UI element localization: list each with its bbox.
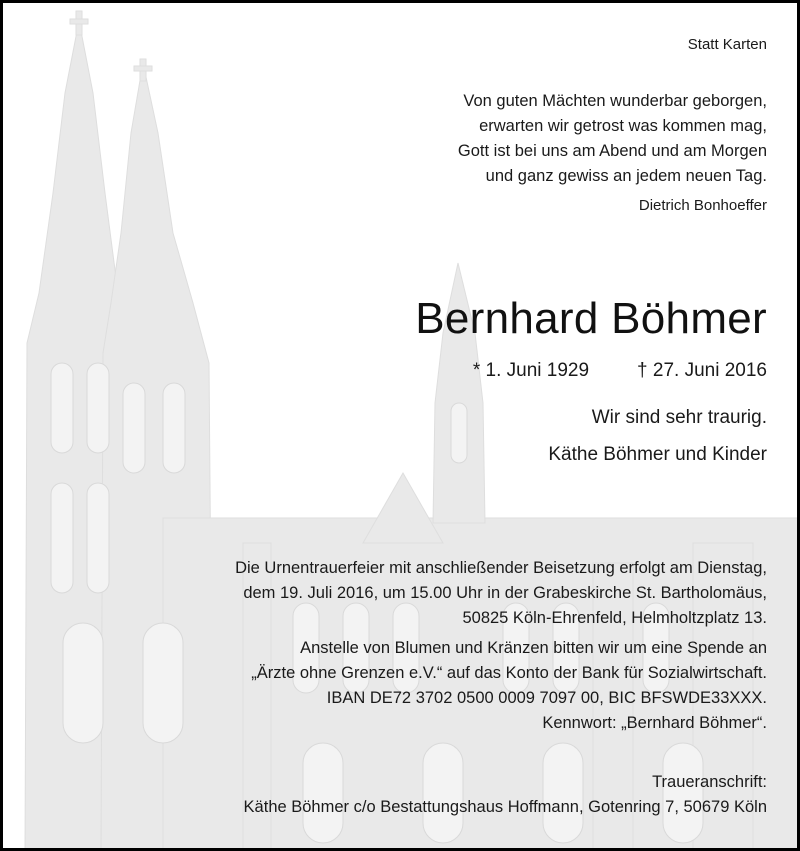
mourning-statement: Wir sind sehr traurig. [591, 407, 767, 428]
poem-line: erwarten wir getrost was kommen mag, [479, 117, 767, 135]
life-dates [473, 360, 767, 382]
donation-line: Anstelle von Blumen und Kränzen bitten wir um eine Spende an [300, 639, 767, 657]
mourning-address [244, 770, 767, 820]
donation-line: Kennwort: „Bernhard Böhmer“. [542, 714, 767, 732]
address-label: Traueranschrift: [652, 773, 767, 791]
mourners-family: Käthe Böhmer und Kinder [548, 444, 767, 465]
ceremony-line: 50825 Köln-Ehrenfeld, Helmholtzplatz 13. [462, 609, 767, 627]
donation-request [251, 636, 767, 736]
poem-line: und ganz gewiss an jedem neuen Tag. [485, 167, 767, 185]
death-date: † 27. Juni 2016 [637, 360, 767, 381]
ceremony-details [235, 556, 767, 631]
statt-karten-label: Statt Karten [687, 36, 767, 53]
poem [458, 89, 767, 189]
ceremony-line: Die Urnentrauerfeier mit anschließender Beisetzung erfolgt am Dienstag, [235, 559, 767, 577]
poem-author: Dietrich Bonhoeffer [638, 197, 767, 214]
poem-line: Gott ist bei uns am Abend und am Morgen [457, 142, 767, 160]
ceremony-line: dem 19. Juli 2016, um 15.00 Uhr in der Grabeskirche St. Bartholomäus, [243, 584, 767, 602]
address-text: Käthe Böhmer c/o Bestattungshaus Hoffmann, Gotenring 7, 50679 Köln [243, 798, 767, 816]
deceased-name: Bernhard Böhmer [415, 294, 767, 343]
donation-line: IBAN DE72 3702 0500 0009 7097 00, BIC BFSWDE33XXX. [326, 689, 767, 707]
donation-line: „Ärzte ohne Grenzen e.V.“ auf das Konto der Bank für Sozialwirtschaft. [251, 664, 767, 682]
birth-date: * 1. Juni 1929 [472, 360, 590, 381]
poem-line: Von guten Mächten wunderbar geborgen, [463, 92, 767, 110]
